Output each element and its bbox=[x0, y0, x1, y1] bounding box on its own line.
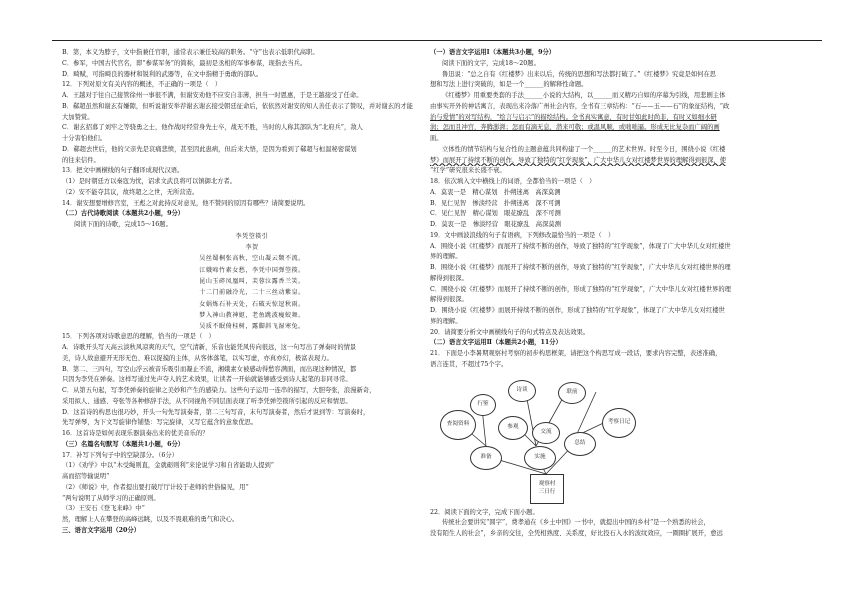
poem-line: 江娥啼竹素女愁，李凭中国弹箜篌。 bbox=[199, 266, 305, 274]
option-b: B．见仁见智 惨淡经营 扑朔迷离 深不可测 bbox=[430, 199, 561, 207]
option-a: A．王越对于往自己接管徐州一事很不满，但谢安劝他不应安自非薄，担当一时恩惠，于是王越接受了任命。 bbox=[62, 92, 363, 99]
section-heading: （一）语言文字运用Ⅰ（本题共3小题，9分） bbox=[430, 49, 556, 56]
node-diary: 考察日记 bbox=[602, 408, 636, 438]
question-19: 19．文中画波浪线的句子有语病，下列修改最恰当的一项是（ ） bbox=[430, 231, 615, 239]
poem-line: 梦入神山教神妪，老鱼跳波瘦蛟舞。 bbox=[199, 311, 305, 319]
option-d: D．围绕小说《红楼梦》而展开持续不断的创作，形成了独特的“红学现象”，体现了广大中华儿女对红楼世 bbox=[430, 307, 725, 314]
framework-diagram bbox=[436, 374, 676, 504]
left-column bbox=[62, 48, 442, 537]
poem-line: 女娲炼石补天处，石破天惊逗秋雨。 bbox=[199, 300, 305, 308]
text-line: 只因为李凭在弹奏。这样写通过先声夺人的艺术效果，让读者一开始就能够感受到诗人起笔的非同寻常。 bbox=[62, 376, 352, 384]
text-line: B．第，本义为脖子，文中指兼任官职，通常表示兼任较高的职务。“守”也表示低职代高职。 bbox=[62, 49, 319, 56]
text-line: 界的理解。 bbox=[430, 253, 462, 261]
node-exchange: 交流 bbox=[532, 422, 560, 444]
option-a: A．围绕小说《红楼梦》而展开了持续不断的创作，导致了独特的“红学现象”，体现了广大中华儿女对红楼世 bbox=[430, 242, 731, 250]
question-15: 15．下列各项对诗歌意思的理解，恰当的一项是（ ） bbox=[62, 333, 215, 341]
underlined-line: 治与爱情”的对写结构，“绘言与启示”的描绘结构。全书真实寓意，有时甘如此时尚非，有时又如细水研 bbox=[430, 113, 717, 121]
text-line: 高而招等输说明“ bbox=[62, 473, 110, 481]
option-b: B．郗超虽然和谢玄有嫌隙，但听说谢安举荐谢玄谢玄接受朝廷征命后，依依然对谢安的知人善任表示了赞叹，并对谢玄的才能 bbox=[62, 102, 413, 110]
text-line: 想和写法上进行突破的，如是一个______的解释性命题。 bbox=[430, 81, 588, 89]
option-a: A．莫衷一是 精心谋划 扑朔迷离 高深莫测 bbox=[430, 188, 561, 196]
text-line: “两句说明了从师学习的正确原则。 bbox=[62, 494, 160, 502]
node-interview: 诗谈 bbox=[508, 380, 536, 402]
text-line: （2）安不能夺其议，故终超之之世，无所营造。 bbox=[62, 188, 199, 196]
option-d: D．莫衷一是 惨淡经营 眼花缭乱 高深莫测 bbox=[430, 221, 561, 228]
poem-line: 吴丝蜀桐张高秋，空山凝云颓不流。 bbox=[199, 255, 305, 263]
text-line: 传统社会要讲究“圆字”，费孝通在《乡土中国》一书中，就提出中国的乡村“是一个熟悉的社会， bbox=[442, 519, 710, 527]
text-line: 语言连贯，不超过75个字。 bbox=[430, 360, 508, 368]
text-line: （3）王安石《登飞来峰》中“ bbox=[62, 505, 145, 513]
node-travel: 行鉴 bbox=[470, 394, 496, 416]
text-line: 《红楼梦》用重要类套的手法______小说的大结构，以______而又精巧自如的序幕为引线，用悲剧主体 bbox=[442, 92, 726, 99]
text-line: 十分害怕他们。 bbox=[62, 135, 107, 142]
text-line: 采用拟人、通感、夸张等各种修辞手法，从不同视角不同层面表现了听李凭弹箜篌所引起的反应和情思。 bbox=[62, 397, 352, 405]
section-heading: （二）语言文字运用Ⅱ（本题共2小题，11分） bbox=[430, 339, 562, 347]
text-line: 先写弹琴，为下文写旋律作铺垫：写完旋律，又写它蕴含的意象优思。 bbox=[62, 419, 258, 427]
option-d: D．郗超去世后，他的父亲先是哀痛悲愤，甚至因此患病，但后来大悟，是因为看到了郗超与桓温秘密谋划 bbox=[62, 145, 357, 153]
underlined-line: 润；怎而且冲宫，奔腾澎湃；怎而有滴无息，潜来可敬；或温风顺，或咄咄逼。形成无比复杂而广阔的画 bbox=[430, 124, 720, 132]
right-column bbox=[430, 48, 822, 540]
text-line: （2）《师说》中，作者提出要打破厅厅计较于老师的世俗偏见，用“ bbox=[62, 483, 249, 491]
option-b: B．围绕小说《红楼梦》而展开了持续不断的创作，导致了独特的“红学现象”，广大中华儿女对红楼世界的理 bbox=[430, 264, 731, 271]
node-contact: 联前 bbox=[558, 382, 586, 404]
node-visit: 参观 bbox=[498, 416, 528, 440]
option-c: C．围绕小说《红楼梦》而展开了持续不断的创作，形成了独特的“红学现象”，广大中华儿女对红楼世界的理 bbox=[430, 285, 731, 293]
section-heading: 三、语言文字运用（20分） bbox=[62, 526, 141, 534]
question-17: 17．补写下列句子中的空缺部分。（6分） bbox=[62, 451, 178, 459]
text-line: 由事实开外的神话寓言，表现出来冷落广州社会内容，全书有三章结构：“石——玉——石”的象征结构，“政 bbox=[430, 102, 730, 110]
question-21: 21．下面是小李暑期观察村考察的初步构思框架，请把这个构思写成一段话，要求内容完整，表述准确， bbox=[430, 350, 722, 357]
text-line: 阅读下面的文字，完成18～20题。 bbox=[442, 59, 540, 67]
node-implement: 实施 bbox=[524, 446, 556, 470]
text-line: 然，理解上人在攀登的高峰远眺，以及不畏艰难的勇气和决心。 bbox=[62, 516, 239, 524]
poem-line: 昆山玉碎凤凰叫，芙蓉泣露香兰笑。 bbox=[199, 277, 305, 285]
question-18: 18．依次填入文中横线上的词语，全都恰当的一项是（ ） bbox=[430, 178, 596, 185]
question-16: 16．这首诗是如何表现乐器演奏出来的优美音乐的？ bbox=[62, 430, 209, 438]
option-b: B．第二、三四句，写空山浮云被音乐吸引而凝止不流，湘娥素女被感动得愁容满面，而出现这种情况，都 bbox=[62, 365, 357, 373]
option-c: C．见仁见智 精心谋划 眼花缭乱 深不可测 bbox=[430, 210, 561, 218]
text-line: 大加赞赏。 bbox=[62, 113, 94, 121]
text-line: 面。 bbox=[430, 135, 443, 142]
poem-line: 十二门前融冷光，二十三丝动紫皇。 bbox=[199, 289, 305, 297]
text-line: （1）《劝学》中以“木受绳则直，金就砺则利”来论说学习和自省能助人提到“ bbox=[62, 462, 275, 470]
question-22: 22．阅读下面的文字，完成下面小题。 bbox=[430, 508, 539, 516]
text-line: 解得到很深。 bbox=[430, 274, 468, 282]
question-20: 20．请简要分析文中画横线句子的句式特点及表达效果。 bbox=[430, 328, 590, 336]
option-c: C．谢玄招募了刘牢之等骁勇之士，他作战时经常身先士卒，战无不胜，当时的人称其部队为“北府兵”，敌人 bbox=[62, 124, 363, 132]
question-12: 12．下列对原文有关内容的概述，不正确的一项是（ ） bbox=[62, 81, 222, 89]
question-13: 13．把文中画横线的句子翻译成现代汉语。 bbox=[62, 167, 184, 175]
poem-title: 李凭箜篌引 bbox=[235, 232, 269, 240]
option-d: D．这首诗的构思也很巧妙，开头一句先写演奏者，第二三句写音，末句写演奏者，然后才说到等：写演奏时， bbox=[62, 408, 370, 416]
option-a: A．诗歌开头写天高云淡秋风凉爽的天气，空气清新，乐音也能凭风传向很远，这一句写出了弹奏时的情景 bbox=[62, 344, 357, 352]
text-line: （1）是时朝廷方以秦寇为忧，诏求文武良将可以镇御北方者。 bbox=[62, 178, 237, 185]
text-line: 界的理解。 bbox=[430, 317, 462, 325]
option-c: C．从第五句起，写李凭弹奏的旋律之美妙和产生的感染力。这些句子运用一连串的描写，大胆夸张，浪漫新奇， bbox=[62, 387, 376, 395]
header-rule bbox=[52, 40, 822, 41]
text-line: C．参军，中国古代官名，即“参谋军务”的简称，最初是丞相的军事参谋，现指去当兵。 bbox=[62, 59, 307, 67]
text-line: 的往来信件。 bbox=[62, 156, 100, 164]
question-14: 14．谢安想要增修宫室，王彪之对此持反对意见，他不赞同的原因有哪些？请简要说明。 bbox=[62, 199, 310, 207]
text-line: 阅读下面的诗歌，完成15～16题。 bbox=[74, 221, 172, 228]
node-summary: 总结 bbox=[564, 432, 596, 456]
text-line: 美，诗人故意避开无形无色、难以捉摸的主体，从客体落笔，以实写虚，亦真亦幻，极富表现力。 bbox=[62, 354, 333, 362]
poem-line: 吴质不眠倚桂树，露脚斜飞湿寒兔。 bbox=[199, 323, 305, 331]
text-line: 立体性的情节结构与复合性的主题意蕴共同构建了一个______的艺术世界。时至今日，围绕小说《红楼 bbox=[442, 145, 726, 153]
node-prepare: 准备 bbox=[470, 446, 502, 470]
text-line: 没有陌生人的社会”，乡亲的交往，全凭相熟度、关系度，好比投石入水的波纹效应，一圈圈扩展开，愈远 bbox=[430, 530, 723, 537]
wavy-line: 梦》而展开了持续不断的创作，导致了独特的“红学现象”，广大中华儿女对红楼梦世界的理解得到很深，使 bbox=[430, 156, 727, 164]
text-line: D．畸赋，可指畸良的器材和锐利的武器等，在文中指精于勇敢的部队。 bbox=[62, 70, 263, 78]
poem-author: 李贺 bbox=[245, 244, 259, 252]
section-heading: （三）名篇名句默写（本题共1小题，6分） bbox=[62, 440, 185, 448]
text-line: 鲁迅说：“总之自有《红楼梦》出来以后，传统的思想和写法都打破了。”《红楼梦》究竟是如何在思 bbox=[442, 70, 717, 78]
text-line: 解得到很深。 bbox=[430, 296, 468, 304]
text-line: “红学”研究很来长盛不衰。 bbox=[430, 167, 506, 175]
root-box: 观察村 三日行 bbox=[530, 474, 564, 504]
section-heading: （二）古代诗歌阅读（本题共2小题，9分） bbox=[62, 210, 185, 218]
node-research: 查阅资料 bbox=[440, 410, 476, 440]
